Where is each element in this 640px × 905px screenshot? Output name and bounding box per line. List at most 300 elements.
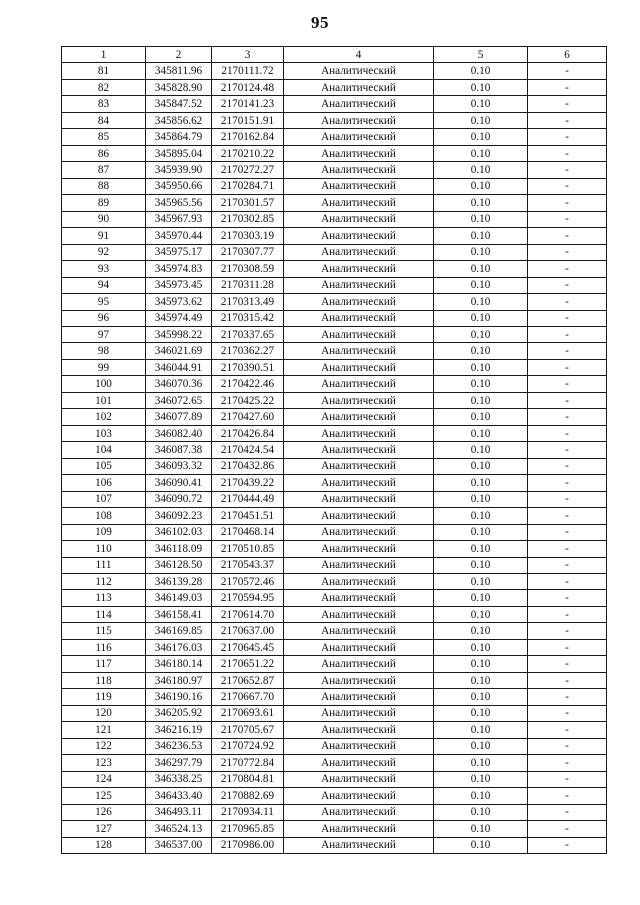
- table-row: [62, 574, 607, 590]
- y-coordinate-cell: 2170307.77: [212, 244, 284, 260]
- table-row: [62, 524, 607, 540]
- y-coordinate-cell: 2170424.54: [212, 442, 284, 458]
- y-coordinate-cell: 2170313.49: [212, 294, 284, 310]
- table-row: [62, 162, 607, 178]
- x-coordinate-cell: 346176.03: [146, 639, 212, 655]
- table-row: [62, 541, 607, 557]
- point-number-cell: 90: [62, 211, 146, 227]
- note-cell: -: [528, 821, 607, 837]
- method-cell: Аналитический: [284, 508, 434, 524]
- note-cell: -: [528, 491, 607, 507]
- accuracy-cell: 0.10: [434, 771, 528, 787]
- y-coordinate-cell: 2170439.22: [212, 475, 284, 491]
- point-number-cell: 105: [62, 458, 146, 474]
- page-number: 95: [311, 13, 329, 32]
- note-cell: -: [528, 244, 607, 260]
- note-cell: -: [528, 310, 607, 326]
- note-cell: -: [528, 63, 607, 79]
- y-coordinate-cell: 2170614.70: [212, 606, 284, 622]
- table-row: [62, 277, 607, 293]
- table-row: [62, 508, 607, 524]
- note-cell: -: [528, 606, 607, 622]
- header-row: [62, 47, 607, 63]
- note-cell: -: [528, 376, 607, 392]
- note-cell: -: [528, 359, 607, 375]
- y-coordinate-cell: 2170308.59: [212, 261, 284, 277]
- x-coordinate-cell: 346093.32: [146, 458, 212, 474]
- accuracy-cell: 0.10: [434, 574, 528, 590]
- point-number-cell: 91: [62, 228, 146, 244]
- point-number-cell: 103: [62, 425, 146, 441]
- x-coordinate-cell: 345967.93: [146, 211, 212, 227]
- method-cell: Аналитический: [284, 442, 434, 458]
- note-cell: -: [528, 458, 607, 474]
- point-number-cell: 128: [62, 837, 146, 853]
- note-cell: -: [528, 639, 607, 655]
- table-body: [62, 63, 607, 854]
- point-number-cell: 107: [62, 491, 146, 507]
- method-cell: Аналитический: [284, 425, 434, 441]
- note-cell: -: [528, 672, 607, 688]
- table-row: [62, 689, 607, 705]
- table-row: [62, 244, 607, 260]
- point-number-cell: 88: [62, 178, 146, 194]
- accuracy-cell: 0.10: [434, 294, 528, 310]
- method-cell: Аналитический: [284, 96, 434, 112]
- point-number-cell: 93: [62, 261, 146, 277]
- note-cell: -: [528, 574, 607, 590]
- method-cell: Аналитический: [284, 837, 434, 853]
- method-cell: Аналитический: [284, 228, 434, 244]
- method-cell: Аналитический: [284, 541, 434, 557]
- accuracy-cell: 0.10: [434, 689, 528, 705]
- x-coordinate-cell: 345828.90: [146, 79, 212, 95]
- method-cell: Аналитический: [284, 491, 434, 507]
- table-row: [62, 590, 607, 606]
- point-number-cell: 96: [62, 310, 146, 326]
- note-cell: -: [528, 623, 607, 639]
- note-cell: -: [528, 145, 607, 161]
- point-number-cell: 81: [62, 63, 146, 79]
- method-cell: Аналитический: [284, 804, 434, 820]
- method-cell: Аналитический: [284, 458, 434, 474]
- table-row: [62, 705, 607, 721]
- point-number-cell: 116: [62, 639, 146, 655]
- table-row: [62, 326, 607, 342]
- table-row: [62, 425, 607, 441]
- header-cell: 2: [146, 47, 212, 63]
- x-coordinate-cell: 346216.19: [146, 722, 212, 738]
- accuracy-cell: 0.10: [434, 96, 528, 112]
- x-coordinate-cell: 345950.66: [146, 178, 212, 194]
- note-cell: -: [528, 343, 607, 359]
- y-coordinate-cell: 2170272.27: [212, 162, 284, 178]
- point-number-cell: 111: [62, 557, 146, 573]
- method-cell: Аналитический: [284, 244, 434, 260]
- point-number-cell: 82: [62, 79, 146, 95]
- x-coordinate-cell: 346090.72: [146, 491, 212, 507]
- y-coordinate-cell: 2170315.42: [212, 310, 284, 326]
- method-cell: Аналитический: [284, 277, 434, 293]
- note-cell: -: [528, 771, 607, 787]
- accuracy-cell: 0.10: [434, 162, 528, 178]
- header-cell: 3: [212, 47, 284, 63]
- method-cell: Аналитический: [284, 359, 434, 375]
- accuracy-cell: 0.10: [434, 343, 528, 359]
- note-cell: -: [528, 755, 607, 771]
- y-coordinate-cell: 2170572.46: [212, 574, 284, 590]
- table-row: [62, 442, 607, 458]
- point-number-cell: 101: [62, 392, 146, 408]
- method-cell: Аналитический: [284, 326, 434, 342]
- method-cell: Аналитический: [284, 294, 434, 310]
- point-number-cell: 110: [62, 541, 146, 557]
- table-row: [62, 376, 607, 392]
- accuracy-cell: 0.10: [434, 129, 528, 145]
- table-row: [62, 656, 607, 672]
- x-coordinate-cell: 346180.97: [146, 672, 212, 688]
- method-cell: Аналитический: [284, 129, 434, 145]
- accuracy-cell: 0.10: [434, 145, 528, 161]
- y-coordinate-cell: 2170432.86: [212, 458, 284, 474]
- y-coordinate-cell: 2170451.51: [212, 508, 284, 524]
- x-coordinate-cell: 346092.23: [146, 508, 212, 524]
- accuracy-cell: 0.10: [434, 326, 528, 342]
- y-coordinate-cell: 2170162.84: [212, 129, 284, 145]
- point-number-cell: 84: [62, 112, 146, 128]
- point-number-cell: 95: [62, 294, 146, 310]
- accuracy-cell: 0.10: [434, 63, 528, 79]
- accuracy-cell: 0.10: [434, 590, 528, 606]
- method-cell: Аналитический: [284, 689, 434, 705]
- table-row: [62, 359, 607, 375]
- x-coordinate-cell: 346044.91: [146, 359, 212, 375]
- note-cell: -: [528, 96, 607, 112]
- y-coordinate-cell: 2170543.37: [212, 557, 284, 573]
- table-row: [62, 228, 607, 244]
- accuracy-cell: 0.10: [434, 244, 528, 260]
- method-cell: Аналитический: [284, 557, 434, 573]
- table-row: [62, 738, 607, 754]
- accuracy-cell: 0.10: [434, 755, 528, 771]
- point-number-cell: 115: [62, 623, 146, 639]
- x-coordinate-cell: 345811.96: [146, 63, 212, 79]
- point-number-cell: 97: [62, 326, 146, 342]
- y-coordinate-cell: 2170667.70: [212, 689, 284, 705]
- x-coordinate-cell: 346139.28: [146, 574, 212, 590]
- x-coordinate-cell: 346169.85: [146, 623, 212, 639]
- method-cell: Аналитический: [284, 343, 434, 359]
- method-cell: Аналитический: [284, 738, 434, 754]
- accuracy-cell: 0.10: [434, 837, 528, 853]
- table-row: [62, 294, 607, 310]
- note-cell: -: [528, 326, 607, 342]
- x-coordinate-cell: 346205.92: [146, 705, 212, 721]
- y-coordinate-cell: 2170311.28: [212, 277, 284, 293]
- table-row: [62, 96, 607, 112]
- header-cell: 5: [434, 47, 528, 63]
- accuracy-cell: 0.10: [434, 277, 528, 293]
- note-cell: -: [528, 442, 607, 458]
- note-cell: -: [528, 162, 607, 178]
- accuracy-cell: 0.10: [434, 211, 528, 227]
- note-cell: -: [528, 557, 607, 573]
- method-cell: Аналитический: [284, 376, 434, 392]
- table-row: [62, 491, 607, 507]
- note-cell: -: [528, 228, 607, 244]
- method-cell: Аналитический: [284, 639, 434, 655]
- accuracy-cell: 0.10: [434, 359, 528, 375]
- accuracy-cell: 0.10: [434, 804, 528, 820]
- method-cell: Аналитический: [284, 672, 434, 688]
- accuracy-cell: 0.10: [434, 722, 528, 738]
- table-row: [62, 606, 607, 622]
- table-row: [62, 310, 607, 326]
- accuracy-cell: 0.10: [434, 425, 528, 441]
- y-coordinate-cell: 2170705.67: [212, 722, 284, 738]
- note-cell: -: [528, 722, 607, 738]
- table-row: [62, 623, 607, 639]
- method-cell: Аналитический: [284, 178, 434, 194]
- x-coordinate-cell: 346070.36: [146, 376, 212, 392]
- point-number-cell: 113: [62, 590, 146, 606]
- point-number-cell: 123: [62, 755, 146, 771]
- x-coordinate-cell: 346524.13: [146, 821, 212, 837]
- accuracy-cell: 0.10: [434, 79, 528, 95]
- x-coordinate-cell: 345965.56: [146, 195, 212, 211]
- accuracy-cell: 0.10: [434, 606, 528, 622]
- table-row: [62, 195, 607, 211]
- point-number-cell: 120: [62, 705, 146, 721]
- note-cell: -: [528, 425, 607, 441]
- y-coordinate-cell: 2170390.51: [212, 359, 284, 375]
- note-cell: -: [528, 392, 607, 408]
- table-row: [62, 804, 607, 820]
- y-coordinate-cell: 2170444.49: [212, 491, 284, 507]
- method-cell: Аналитический: [284, 195, 434, 211]
- note-cell: -: [528, 112, 607, 128]
- point-number-cell: 124: [62, 771, 146, 787]
- x-coordinate-cell: 345895.04: [146, 145, 212, 161]
- table-row: [62, 788, 607, 804]
- method-cell: Аналитический: [284, 211, 434, 227]
- accuracy-cell: 0.10: [434, 656, 528, 672]
- accuracy-cell: 0.10: [434, 178, 528, 194]
- accuracy-cell: 0.10: [434, 705, 528, 721]
- y-coordinate-cell: 2170337.65: [212, 326, 284, 342]
- x-coordinate-cell: 346149.03: [146, 590, 212, 606]
- note-cell: -: [528, 541, 607, 557]
- y-coordinate-cell: 2170645.45: [212, 639, 284, 655]
- x-coordinate-cell: 345847.52: [146, 96, 212, 112]
- table-row: [62, 112, 607, 128]
- y-coordinate-cell: 2170362.27: [212, 343, 284, 359]
- accuracy-cell: 0.10: [434, 623, 528, 639]
- accuracy-cell: 0.10: [434, 491, 528, 507]
- y-coordinate-cell: 2170111.72: [212, 63, 284, 79]
- note-cell: -: [528, 508, 607, 524]
- y-coordinate-cell: 2170804.81: [212, 771, 284, 787]
- x-coordinate-cell: 346493.11: [146, 804, 212, 820]
- point-number-cell: 109: [62, 524, 146, 540]
- note-cell: -: [528, 590, 607, 606]
- x-coordinate-cell: 346433.40: [146, 788, 212, 804]
- table-row: [62, 672, 607, 688]
- point-number-cell: 114: [62, 606, 146, 622]
- y-coordinate-cell: 2170693.61: [212, 705, 284, 721]
- x-coordinate-cell: 346072.65: [146, 392, 212, 408]
- accuracy-cell: 0.10: [434, 458, 528, 474]
- accuracy-cell: 0.10: [434, 508, 528, 524]
- y-coordinate-cell: 2170302.85: [212, 211, 284, 227]
- note-cell: -: [528, 788, 607, 804]
- y-coordinate-cell: 2170124.48: [212, 79, 284, 95]
- method-cell: Аналитический: [284, 590, 434, 606]
- table-row: [62, 145, 607, 161]
- x-coordinate-cell: 345973.62: [146, 294, 212, 310]
- accuracy-cell: 0.10: [434, 376, 528, 392]
- x-coordinate-cell: 345856.62: [146, 112, 212, 128]
- x-coordinate-cell: 345939.90: [146, 162, 212, 178]
- method-cell: Аналитический: [284, 771, 434, 787]
- x-coordinate-cell: 345970.44: [146, 228, 212, 244]
- accuracy-cell: 0.10: [434, 112, 528, 128]
- note-cell: -: [528, 211, 607, 227]
- point-number-cell: 85: [62, 129, 146, 145]
- point-number-cell: 125: [62, 788, 146, 804]
- point-number-cell: 83: [62, 96, 146, 112]
- x-coordinate-cell: 346236.53: [146, 738, 212, 754]
- point-number-cell: 94: [62, 277, 146, 293]
- x-coordinate-cell: 346180.14: [146, 656, 212, 672]
- point-number-cell: 86: [62, 145, 146, 161]
- y-coordinate-cell: 2170724.92: [212, 738, 284, 754]
- point-number-cell: 92: [62, 244, 146, 260]
- method-cell: Аналитический: [284, 79, 434, 95]
- accuracy-cell: 0.10: [434, 195, 528, 211]
- y-coordinate-cell: 2170210.22: [212, 145, 284, 161]
- x-coordinate-cell: 346297.79: [146, 755, 212, 771]
- point-number-cell: 117: [62, 656, 146, 672]
- method-cell: Аналитический: [284, 145, 434, 161]
- point-number-cell: 104: [62, 442, 146, 458]
- x-coordinate-cell: 346128.50: [146, 557, 212, 573]
- method-cell: Аналитический: [284, 475, 434, 491]
- table-row: [62, 409, 607, 425]
- accuracy-cell: 0.10: [434, 442, 528, 458]
- y-coordinate-cell: 2170934.11: [212, 804, 284, 820]
- y-coordinate-cell: 2170151.91: [212, 112, 284, 128]
- y-coordinate-cell: 2170468.14: [212, 524, 284, 540]
- point-number-cell: 122: [62, 738, 146, 754]
- method-cell: Аналитический: [284, 261, 434, 277]
- x-coordinate-cell: 346077.89: [146, 409, 212, 425]
- point-number-cell: 98: [62, 343, 146, 359]
- y-coordinate-cell: 2170422.46: [212, 376, 284, 392]
- y-coordinate-cell: 2170651.22: [212, 656, 284, 672]
- y-coordinate-cell: 2170637.00: [212, 623, 284, 639]
- note-cell: -: [528, 837, 607, 853]
- table-row: [62, 837, 607, 853]
- accuracy-cell: 0.10: [434, 261, 528, 277]
- header-cell: 4: [284, 47, 434, 63]
- y-coordinate-cell: 2170882.69: [212, 788, 284, 804]
- table-row: [62, 261, 607, 277]
- point-number-cell: 89: [62, 195, 146, 211]
- method-cell: Аналитический: [284, 63, 434, 79]
- note-cell: -: [528, 689, 607, 705]
- point-number-cell: 87: [62, 162, 146, 178]
- method-cell: Аналитический: [284, 705, 434, 721]
- method-cell: Аналитический: [284, 656, 434, 672]
- point-number-cell: 102: [62, 409, 146, 425]
- accuracy-cell: 0.10: [434, 557, 528, 573]
- accuracy-cell: 0.10: [434, 392, 528, 408]
- coordinates-table: [61, 46, 607, 854]
- table-row: [62, 755, 607, 771]
- header-cell: 6: [528, 47, 607, 63]
- note-cell: -: [528, 261, 607, 277]
- x-coordinate-cell: 345975.17: [146, 244, 212, 260]
- x-coordinate-cell: 346190.16: [146, 689, 212, 705]
- y-coordinate-cell: 2170510.85: [212, 541, 284, 557]
- table-header: [62, 47, 607, 63]
- x-coordinate-cell: 345974.49: [146, 310, 212, 326]
- point-number-cell: 108: [62, 508, 146, 524]
- y-coordinate-cell: 2170284.71: [212, 178, 284, 194]
- accuracy-cell: 0.10: [434, 541, 528, 557]
- point-number-cell: 121: [62, 722, 146, 738]
- note-cell: -: [528, 409, 607, 425]
- table-row: [62, 63, 607, 79]
- x-coordinate-cell: 346021.69: [146, 343, 212, 359]
- table-row: [62, 821, 607, 837]
- x-coordinate-cell: 346118.09: [146, 541, 212, 557]
- note-cell: -: [528, 738, 607, 754]
- x-coordinate-cell: 345864.79: [146, 129, 212, 145]
- x-coordinate-cell: 346338.25: [146, 771, 212, 787]
- method-cell: Аналитический: [284, 310, 434, 326]
- accuracy-cell: 0.10: [434, 788, 528, 804]
- x-coordinate-cell: 346158.41: [146, 606, 212, 622]
- y-coordinate-cell: 2170425.22: [212, 392, 284, 408]
- note-cell: -: [528, 178, 607, 194]
- table-row: [62, 211, 607, 227]
- note-cell: -: [528, 294, 607, 310]
- accuracy-cell: 0.10: [434, 738, 528, 754]
- accuracy-cell: 0.10: [434, 639, 528, 655]
- note-cell: -: [528, 79, 607, 95]
- method-cell: Аналитический: [284, 755, 434, 771]
- table-row: [62, 722, 607, 738]
- method-cell: Аналитический: [284, 788, 434, 804]
- y-coordinate-cell: 2170141.23: [212, 96, 284, 112]
- accuracy-cell: 0.10: [434, 228, 528, 244]
- method-cell: Аналитический: [284, 392, 434, 408]
- note-cell: -: [528, 656, 607, 672]
- method-cell: Аналитический: [284, 606, 434, 622]
- note-cell: -: [528, 804, 607, 820]
- accuracy-cell: 0.10: [434, 310, 528, 326]
- y-coordinate-cell: 2170986.00: [212, 837, 284, 853]
- method-cell: Аналитический: [284, 722, 434, 738]
- note-cell: -: [528, 129, 607, 145]
- table-row: [62, 129, 607, 145]
- accuracy-cell: 0.10: [434, 475, 528, 491]
- table-row: [62, 178, 607, 194]
- method-cell: Аналитический: [284, 524, 434, 540]
- x-coordinate-cell: 346082.40: [146, 425, 212, 441]
